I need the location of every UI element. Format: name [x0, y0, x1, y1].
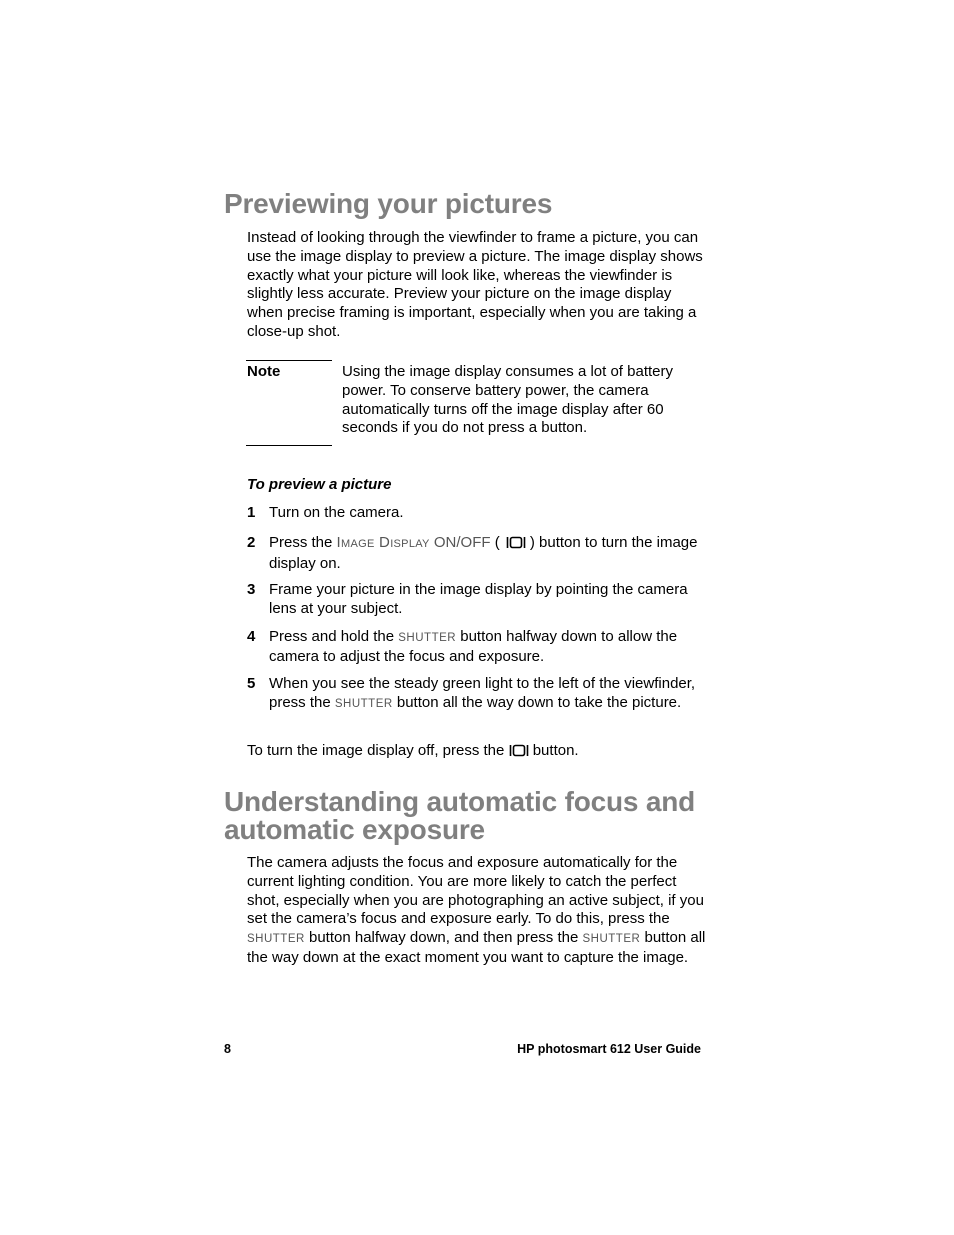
turn-off-instruction	[247, 742, 707, 763]
procedure-step-2	[247, 534, 707, 574]
shutter-button-label: SHUTTER	[398, 632, 457, 644]
image-display-button-label: Image Display	[336, 534, 430, 551]
step-text	[269, 675, 707, 714]
step-text	[269, 628, 707, 667]
open-paren: (	[490, 534, 500, 551]
section-title-focus-line1: Understanding automatic focus and	[224, 786, 695, 817]
step-text-pre: Press and hold the	[269, 628, 399, 645]
section-title-previewing: Previewing your pictures	[224, 188, 553, 219]
shutter-button-label: SHUTTER	[582, 933, 641, 946]
shutter-button-label: SHUTTER	[334, 697, 393, 710]
procedure-step-5	[247, 675, 707, 714]
footer-guide-title: HP photosmart 612 User Guide	[517, 1042, 701, 1056]
step-number: 4	[247, 628, 256, 645]
step-number: 1	[247, 504, 256, 521]
page-number: 8	[224, 1042, 231, 1056]
step-text-post: button halfway down to allow the camera to adjust the focus and exposure.	[269, 628, 678, 665]
step-number: 2	[247, 534, 256, 551]
step-text-pre: Press the	[269, 534, 337, 551]
note-text: Using the image display consumes a lot of battery power. To conserve battery power, the camera automatically turns off the image display after 60 seconds if you do not press a button.	[342, 363, 674, 437]
image-display-onoff-label: ON/OFF	[429, 534, 491, 551]
procedure-title: To preview a picture	[247, 476, 392, 493]
previewing-intro-paragraph: Instead of looking through the viewfinder to frame a picture, you can use the image display to preview a picture. The image display shows exactly what your picture will look like, whereas the viewfinder is slightly less accurate. Preview your picture on the image display when precise framing is important, especially when you are taking a close-up shot.	[247, 229, 703, 340]
step-text: Turn on the camera.	[269, 504, 404, 521]
section-title-focus-line2: automatic exposure	[224, 814, 485, 845]
step-text: Frame your picture in the image display by pointing the camera lens at your subject.	[269, 581, 688, 617]
step-text	[269, 534, 707, 574]
focus-p-pre: The camera adjusts the focus and exposure automatically for the current lighting condition. You are more likely to catch the perfect shot, especially when you are photographing an active subject, if you set the camera’s focus and exposure early. To do this, press the	[247, 854, 704, 928]
step-text-post: button all the way down to take the picture.	[392, 693, 682, 711]
step-text-pre: When you see the steady green light to the left of the viewfinder, press the	[269, 675, 696, 711]
step-number: 3	[247, 581, 256, 598]
note-label: Note	[247, 363, 281, 380]
focus-p-post: button all the way down at the exact moment you want to capture the image.	[247, 929, 706, 966]
note-top-rule	[246, 360, 332, 361]
turn-off-post: button.	[528, 742, 579, 759]
procedure-step-1	[247, 504, 707, 523]
focus-exposure-paragraph	[247, 854, 707, 968]
focus-p-mid: button halfway down, and then press the	[304, 929, 583, 947]
step-number: 5	[247, 675, 256, 692]
image-display-icon	[509, 744, 529, 763]
turn-off-pre: To turn the image display off, press the	[247, 742, 509, 759]
procedure-step-3	[247, 581, 707, 619]
note-bottom-rule	[246, 445, 332, 446]
procedure-step-4	[247, 628, 707, 667]
image-display-icon	[506, 536, 526, 555]
shutter-button-label: SHUTTER	[247, 933, 305, 946]
step-text-post: ) button to turn the image display on.	[269, 534, 698, 572]
